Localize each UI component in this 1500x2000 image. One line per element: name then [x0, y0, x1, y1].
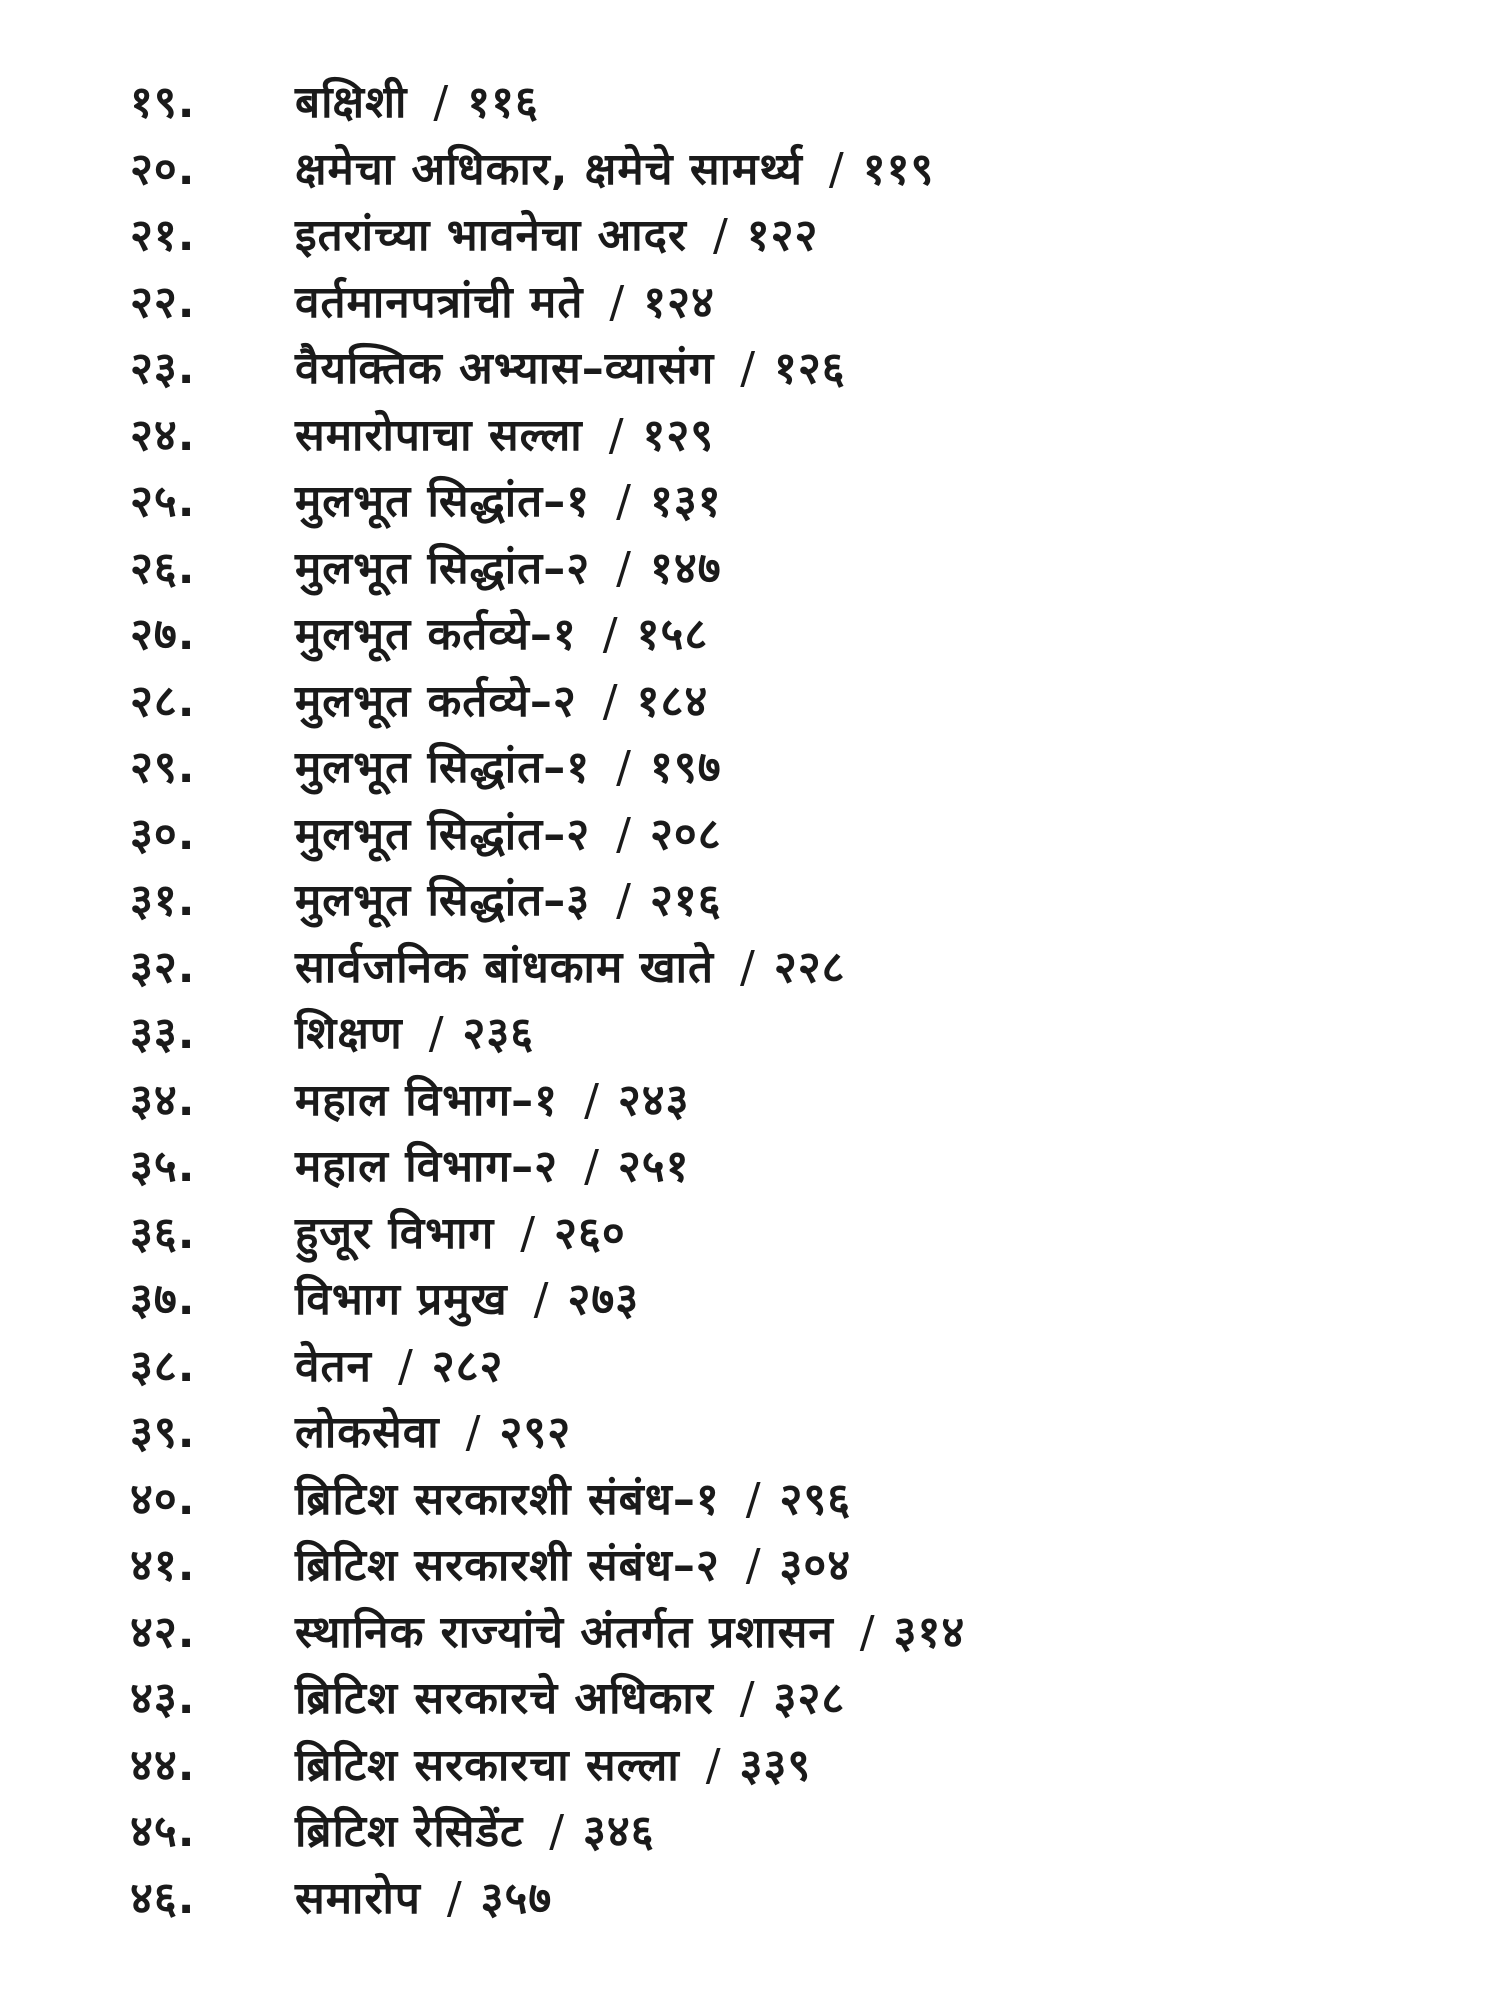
- toc-entry-number: ४६.: [130, 1872, 196, 1924]
- toc-entry-separator: /: [397, 1340, 414, 1392]
- toc-entry: [130, 1001, 1430, 1068]
- toc-entry-title: ब्रिटिश सरकारशी संबंध–२: [295, 1540, 720, 1591]
- toc-entry: [130, 1733, 1430, 1800]
- toc-entry: [130, 70, 1430, 137]
- toc-entry-separator: /: [609, 276, 626, 328]
- toc-entry-number: ३०.: [130, 808, 196, 860]
- toc-entry-page-number: २२८: [773, 941, 846, 993]
- toc-entry-page-number: ३५७: [480, 1872, 553, 1924]
- toc-entry-page-number: २६०: [554, 1207, 626, 1259]
- toc-entry-page-number: १५८: [636, 609, 709, 660]
- toc-entry-page-number: १९७: [649, 742, 722, 793]
- toc-entry-separator: /: [602, 609, 619, 660]
- toc-entry-separator: /: [616, 476, 632, 527]
- toc-entry-title: महाल विभाग–२: [295, 1141, 559, 1192]
- toc-entry-page-number: २३६: [462, 1008, 535, 1059]
- toc-entry-separator: /: [828, 143, 845, 195]
- toc-entry-page-number: ३४६: [583, 1806, 655, 1857]
- toc-entry-page-number: १४७: [649, 542, 722, 594]
- toc-entry-number: २०.: [130, 143, 196, 195]
- toc-entry: [130, 1400, 1430, 1467]
- toc-entry-number: ४२.: [130, 1606, 196, 1658]
- toc-entry-separator: /: [433, 77, 450, 128]
- toc-entry: [130, 1334, 1430, 1401]
- toc-entry-separator: /: [608, 409, 625, 461]
- toc-entry: [130, 137, 1430, 204]
- toc-entry-page-number: ११६: [467, 77, 539, 128]
- toc-entry-page-number: १३१: [649, 476, 722, 527]
- toc-entry-page-number: २५१: [617, 1141, 690, 1192]
- toc-entry: [130, 735, 1430, 802]
- toc-entry-separator: /: [859, 1606, 876, 1658]
- toc-entry-separator: /: [533, 1274, 550, 1325]
- toc-entry-title: मुलभूत सिद्धांत–३: [295, 875, 591, 926]
- toc-entry-separator: /: [602, 675, 619, 727]
- toc-entry: [130, 1600, 1430, 1667]
- toc-entry: [130, 1666, 1430, 1733]
- toc-entry-number: ४४.: [130, 1739, 196, 1791]
- toc-entry: [130, 868, 1430, 935]
- toc-entry-page-number: २४३: [617, 1074, 690, 1126]
- toc-entry: [130, 1799, 1430, 1866]
- toc-entry-title: मुलभूत सिद्धांत–२: [295, 542, 591, 594]
- toc-entry-number: २९.: [130, 742, 196, 793]
- toc-entry-page-number: ३३९: [739, 1739, 812, 1791]
- toc-entry: [130, 336, 1430, 403]
- toc-entry-number: २२.: [130, 276, 196, 328]
- toc-entry-number: ३३.: [130, 1008, 196, 1059]
- toc-entry-title: इतरांच्या भावनेचा आदर: [295, 210, 687, 261]
- toc-entry-title: वर्तमानपत्रांची मते: [295, 276, 584, 328]
- toc-entry-separator: /: [705, 1739, 722, 1791]
- toc-entry-number: २३.: [130, 343, 196, 394]
- toc-entry: [130, 270, 1430, 337]
- toc-entry: [130, 802, 1430, 869]
- toc-entry-number: २७.: [130, 609, 196, 660]
- toc-entry-separator: /: [428, 1008, 445, 1059]
- toc-entry-number: ४३.: [130, 1673, 196, 1724]
- toc-entry-title: बक्षिशी: [295, 77, 408, 128]
- toc-entry-separator: /: [465, 1407, 482, 1458]
- toc-entry-number: ३५.: [130, 1141, 196, 1192]
- toc-entry: [130, 403, 1430, 470]
- toc-entry: [130, 1533, 1430, 1600]
- toc-entry-title: ब्रिटिश सरकारचा सल्ला: [295, 1739, 680, 1791]
- toc-entry: [130, 602, 1430, 669]
- toc-entry-page-number: १२९: [642, 409, 715, 461]
- toc-entry-number: ३८.: [130, 1340, 196, 1392]
- toc-entry-separator: /: [616, 875, 632, 926]
- toc-entry-title: स्थानिक राज्यांचे अंतर्गत प्रशासन: [295, 1606, 834, 1658]
- toc-entry-title: शिक्षण: [295, 1008, 403, 1059]
- toc-entry-number: ४१.: [130, 1540, 196, 1591]
- toc-entry-separator: /: [616, 742, 632, 793]
- toc-entry-page-number: १८४: [636, 675, 709, 727]
- toc-entry-separator: /: [740, 343, 757, 394]
- toc-entry: [130, 536, 1430, 603]
- toc-entry-title: समारोपाचा सल्ला: [295, 409, 583, 461]
- toc-entry-number: १९.: [130, 77, 196, 128]
- toc-entry-title: सार्वजनिक बांधकाम खाते: [295, 941, 715, 993]
- toc-entry-title: ब्रिटिश रेसिडेंट: [295, 1806, 524, 1857]
- toc-entry-page-number: ३०४: [779, 1540, 852, 1591]
- toc-entry-number: ३७.: [130, 1274, 196, 1325]
- toc-entry-number: २५.: [130, 476, 196, 527]
- toc-entry-page-number: २७३: [567, 1274, 640, 1325]
- toc-entry: [130, 669, 1430, 736]
- toc-entry: [130, 1866, 1430, 1933]
- toc-entry-separator: /: [584, 1074, 600, 1126]
- toc-entry-title: ब्रिटिश सरकारचे अधिकार: [295, 1673, 714, 1724]
- toc-entry-separator: /: [745, 1473, 762, 1525]
- toc-entry-separator: /: [520, 1207, 537, 1259]
- toc-entry: [130, 203, 1430, 270]
- toc-entry-title: समारोप: [295, 1872, 421, 1924]
- toc-entry-title: क्षमेचा अधिकार, क्षमेचे सामर्थ्य: [295, 143, 803, 195]
- toc-entry-number: ४५.: [130, 1806, 196, 1857]
- toc-entry-number: २१.: [130, 210, 196, 261]
- toc-entry-number: ३१.: [130, 875, 196, 926]
- toc-entry-title: मुलभूत कर्तव्ये–२: [295, 675, 577, 727]
- toc-entry-page-number: १२६: [774, 343, 846, 394]
- toc-entry-separator: /: [616, 808, 632, 860]
- toc-entry-page-number: २०८: [649, 808, 722, 860]
- toc-entry-page-number: १२२: [746, 210, 819, 261]
- toc-entry-title: मुलभूत सिद्धांत–१: [295, 742, 591, 793]
- toc-entry-title: मुलभूत सिद्धांत–२: [295, 808, 591, 860]
- toc-entry-number: २६.: [130, 542, 196, 594]
- toc-entry-separator: /: [584, 1141, 600, 1192]
- toc-entry-separator: /: [740, 941, 756, 993]
- toc-entry-number: ३६.: [130, 1207, 196, 1259]
- toc-entry-title: ब्रिटिश सरकारशी संबंध–१: [295, 1473, 720, 1525]
- toc-entry: [130, 469, 1430, 536]
- toc-entry: [130, 1201, 1430, 1268]
- toc-entry-separator: /: [745, 1540, 762, 1591]
- toc-entry-title: हुजूर विभाग: [295, 1207, 495, 1259]
- toc-entry: [130, 1134, 1430, 1201]
- toc-entry: [130, 935, 1430, 1002]
- toc-entry-title: लोकसेवा: [295, 1407, 440, 1458]
- toc-entry-page-number: २९२: [499, 1407, 572, 1458]
- toc-entry-separator: /: [446, 1872, 463, 1924]
- toc-entry-title: मुलभूत सिद्धांत–१: [295, 476, 591, 527]
- toc-entry-number: ३४.: [130, 1074, 196, 1126]
- toc-entry-number: ३२.: [130, 941, 196, 993]
- toc-entry-page-number: १२४: [643, 276, 715, 328]
- toc-entry: [130, 1467, 1430, 1534]
- toc-entry-title: वेतन: [295, 1340, 372, 1392]
- toc-entry-page-number: ३२८: [773, 1673, 846, 1724]
- toc-entry-separator: /: [616, 542, 632, 594]
- toc-entry: [130, 1068, 1430, 1135]
- toc-entry-title: महाल विभाग–१: [295, 1074, 559, 1126]
- toc-entry-number: २४.: [130, 409, 196, 461]
- toc-entry-number: २८.: [130, 675, 196, 727]
- toc-entry-title: विभाग प्रमुख: [295, 1274, 508, 1325]
- toc-entry: [130, 1267, 1430, 1334]
- toc-entry-separator: /: [712, 210, 729, 261]
- table-of-contents: [130, 70, 1430, 1932]
- toc-entry-page-number: ११९: [862, 143, 935, 195]
- toc-entry-separator: /: [549, 1806, 566, 1857]
- toc-entry-title: मुलभूत कर्तव्ये–१: [295, 609, 577, 660]
- toc-entry-number: ४०.: [130, 1473, 196, 1525]
- toc-entry-page-number: २८२: [431, 1340, 504, 1392]
- toc-entry-page-number: ३१४: [893, 1606, 966, 1658]
- toc-entry-number: ३९.: [130, 1407, 196, 1458]
- toc-entry-page-number: २९६: [779, 1473, 852, 1525]
- toc-entry-page-number: २१६: [649, 875, 722, 926]
- toc-entry-title: वैयक्तिक अभ्यास–व्यासंग: [295, 343, 715, 394]
- toc-entry-separator: /: [739, 1673, 756, 1724]
